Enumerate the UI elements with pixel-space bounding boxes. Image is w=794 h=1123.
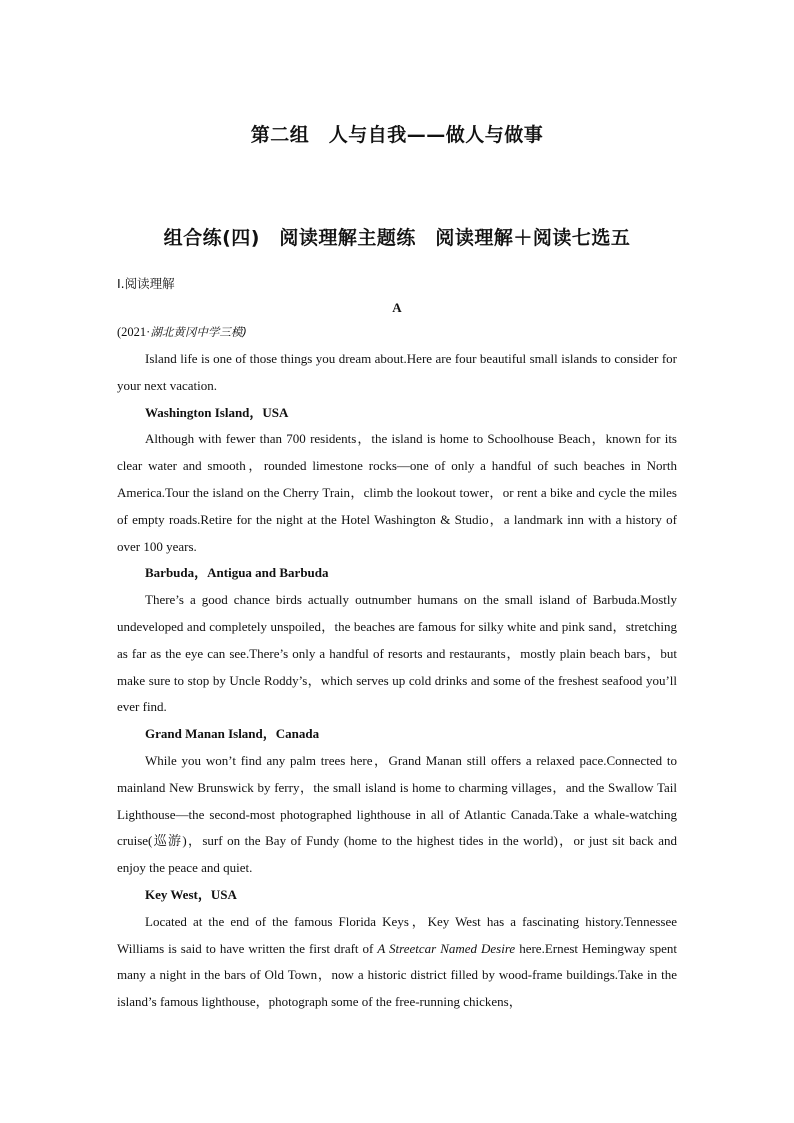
source-school: 湖北黄冈中学三模) <box>150 325 247 339</box>
key-west-text-after: here.Ernest Hemingway spent many a night in the bars of Old Town，now a historic district filled by wood-frame buildings.Take in the island’s famous lighthouse，photograph some of the free-running chickens， <box>117 940 677 1010</box>
island-text-barbuda: There’s a good chance birds actually outnumber humans on the small island of Barbuda.Mostly undeveloped and completely unspoiled，the beaches are famous for silky white and pink sand，stretching as far as the eye can see.There’s only a handful of resorts and restaurants，mostly plain beach bars，but make sure to stop by Uncle Roddy’s，which serves up cold drinks and some of the freshest seafood you’ll ever find. <box>117 592 677 715</box>
exercise-title: 组合练(四) 阅读理解主题练 阅读理解＋阅读七选五 <box>163 227 631 249</box>
book-title: A Streetcar Named Desire <box>377 940 516 956</box>
island-text-grand-manan: While you won’t find any palm trees here，Grand Manan still offers a relaxed pace.Connected to mainland New Brunswick by ferry，the small island is home to charming villages，and the Swallow Tail Lighthouse—the second-most photographed lighthouse in all of Atlantic Canada.Take a whale-watching cruise(巡游)，surf on the Bay of Fundy (home to the highest tides in the world)，or just sit back and enjoy the peace and quiet. <box>117 752 677 876</box>
passage-body <box>117 346 677 1016</box>
source-year: (2021· <box>117 325 151 339</box>
island-heading-washington: Washington Island，USA <box>145 404 289 420</box>
passage-source <box>117 324 247 340</box>
key-west-text-before: Located at the end of the famous Florida Keys，Key West has a fascinating history.Tennessee Williams is said to have written the first draft of <box>117 913 677 956</box>
island-heading-key-west: Key West，USA <box>145 886 237 902</box>
island-heading-grand-manan: Grand Manan Island，Canada <box>145 726 320 742</box>
island-heading-barbuda: Barbuda，Antigua and Barbuda <box>145 565 329 581</box>
passage-intro: Island life is one of those things you dream about.Here are four beautiful small islands to consider for your next vacation. <box>117 351 677 393</box>
island-text-washington: Although with fewer than 700 residents，the island is home to Schoolhouse Beach，known for its clear water and smooth，rounded limestone rocks—one of only a handful of such beaches in North America.Tour the island on the Cherry Train，climb the lookout tower，or rent a bike and cycle the miles of empty roads.Retire for the night at the Hotel Washington & Studio，a landmark inn with a history of over 100 years. <box>117 431 677 554</box>
island-text-key-west <box>117 909 677 1016</box>
passage-letter: A <box>392 300 402 315</box>
group-title: 第二组 人与自我——做人与做事 <box>250 124 544 146</box>
section-label: Ⅰ.阅读理解 <box>117 276 175 291</box>
